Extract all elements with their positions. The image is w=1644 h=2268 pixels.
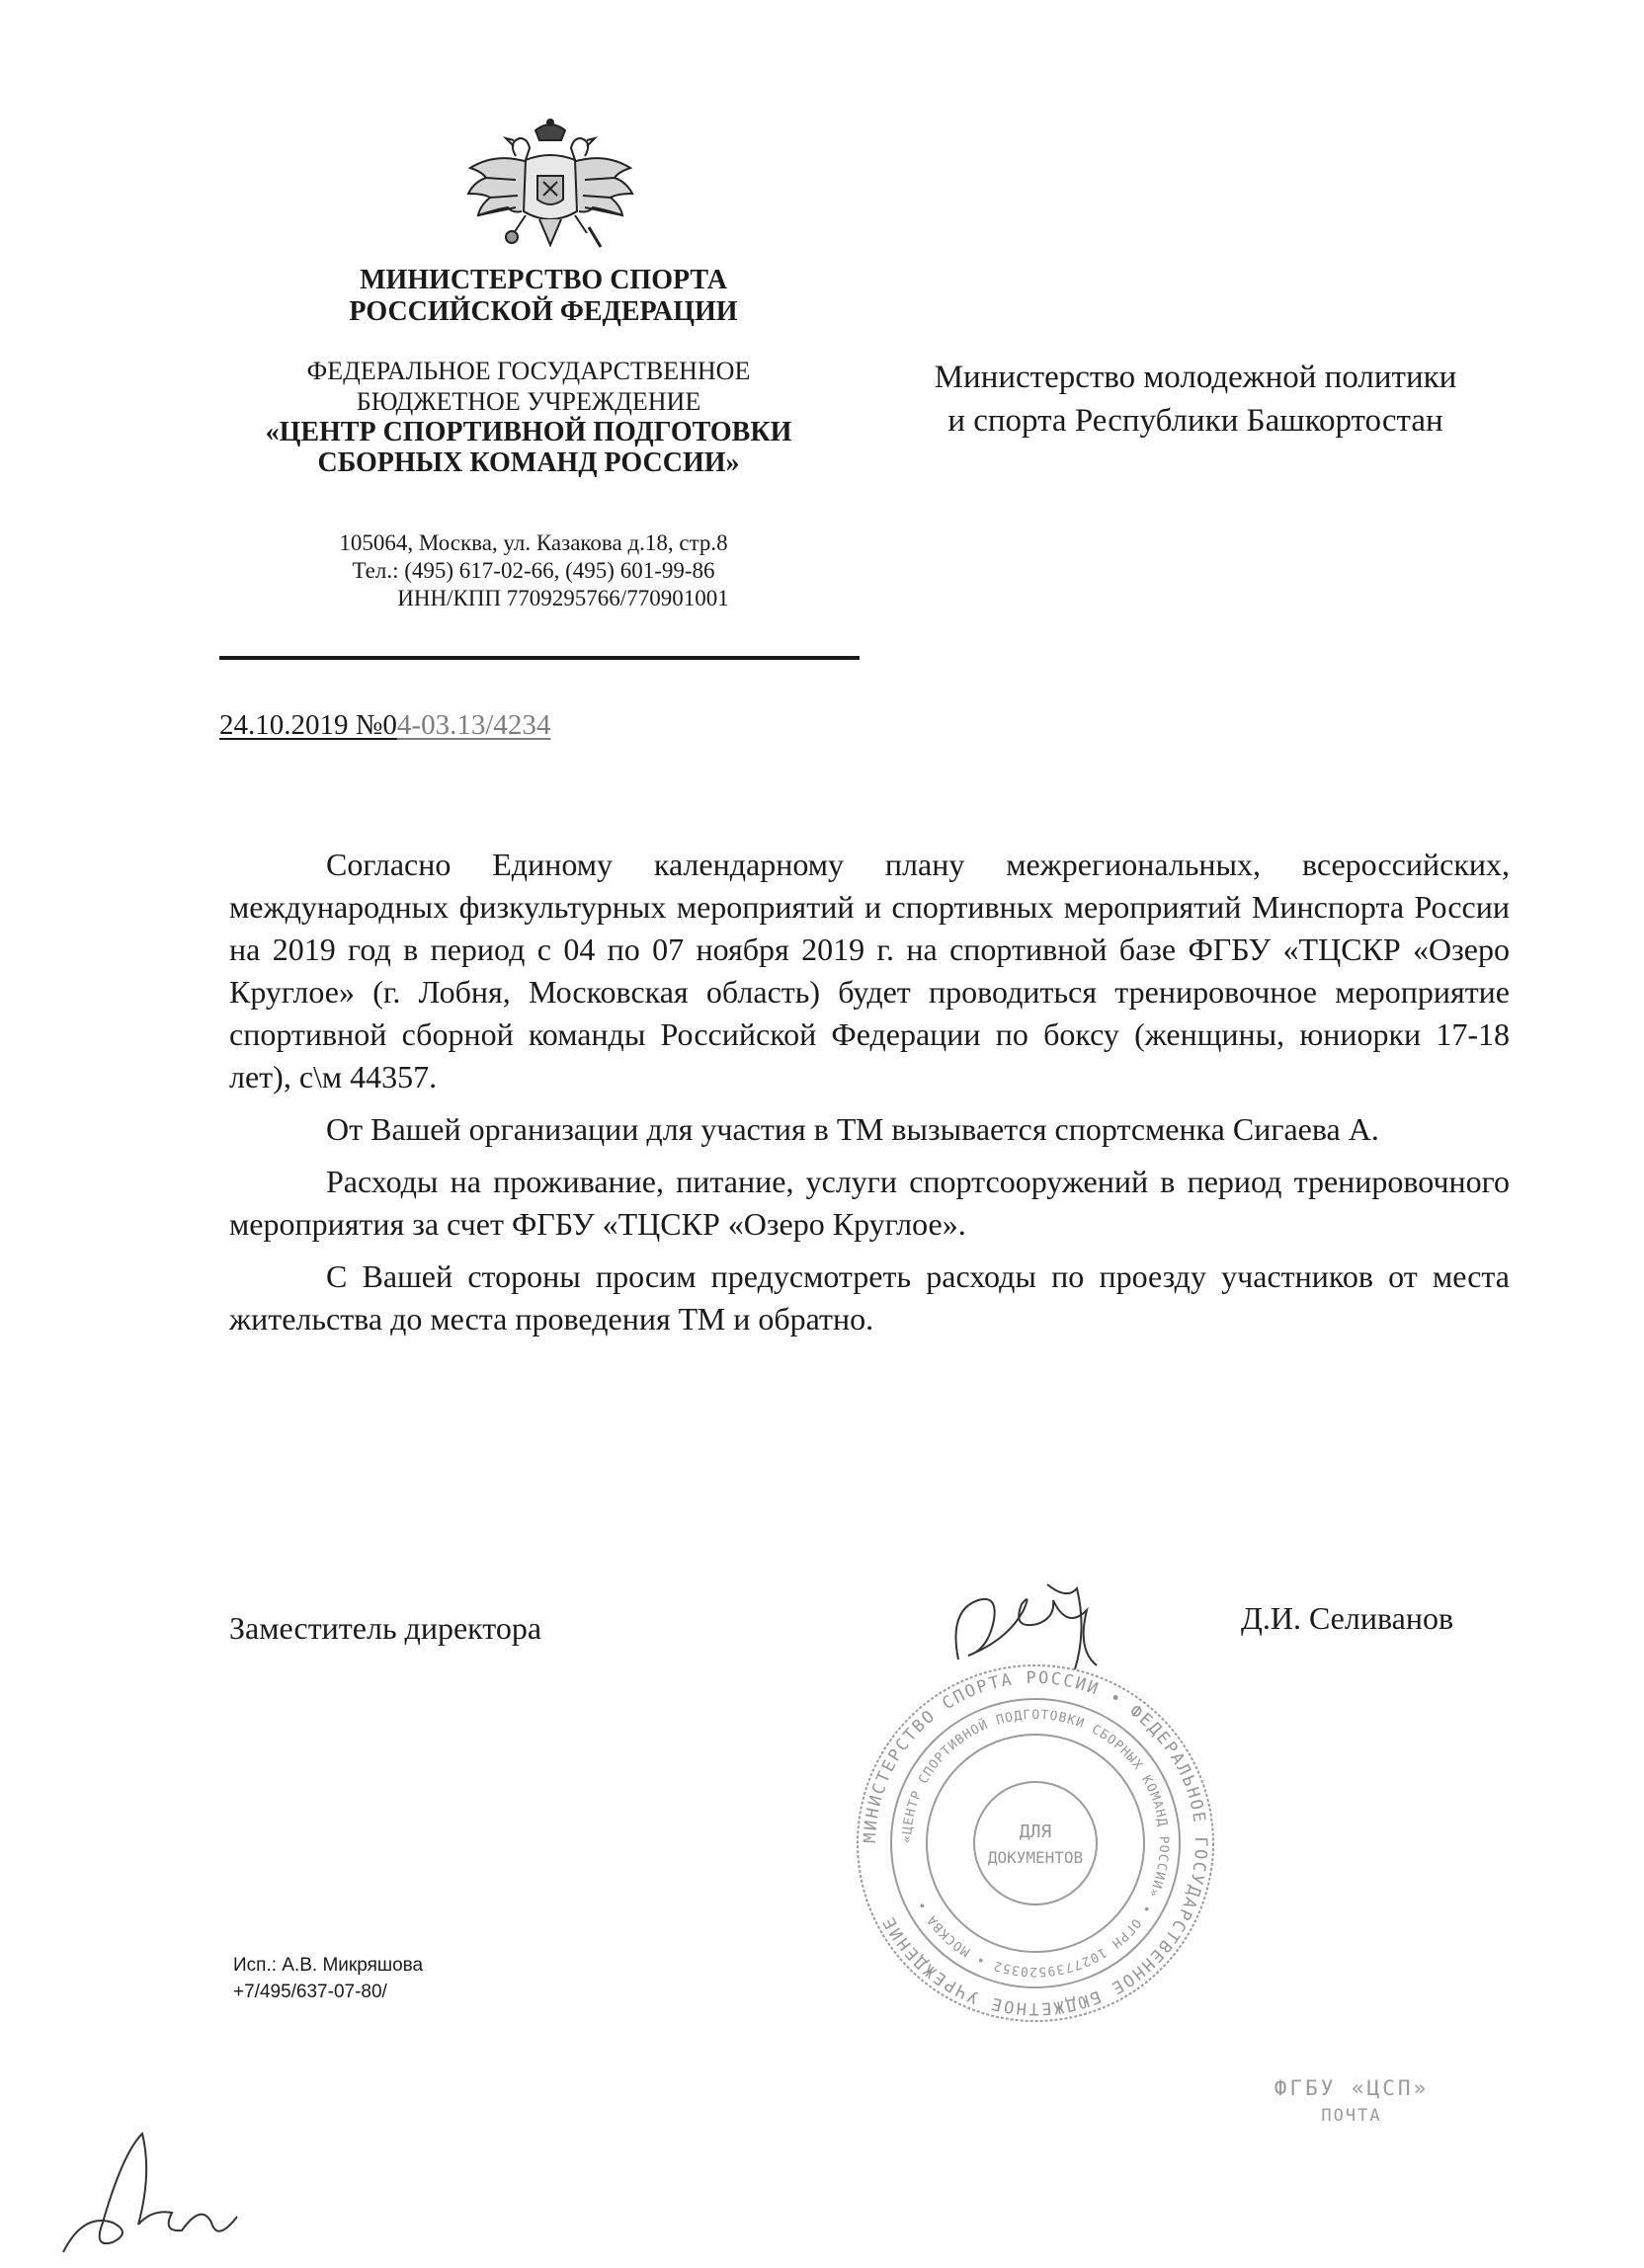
body-paragraph: От Вашей организации для участия в ТМ вызывается спортсменка Сигаева А. [326,1111,1379,1147]
signer-position: Заместитель директора [229,1610,542,1646]
stamp-center-line: ДОКУМЕНТОВ [987,1848,1084,1867]
letterhead-divider [219,656,860,660]
institution-line: «ЦЕНТР СПОРТИВНОЙ ПОДГОТОВКИ [265,417,792,447]
institution-line: СБОРНЫХ КОМАНД РОССИИ» [317,447,740,478]
signer-name: Д.И. Селиванов [1241,1600,1454,1636]
letter-body [229,844,1510,1340]
institution-contacts [247,529,820,612]
institution-name [227,356,830,478]
institution-line: БЮДЖЕТНОЕ УЧРЕЖДЕНИЕ [356,387,701,416]
executor-info [233,1952,423,2005]
svg-text:«ЦЕНТР СПОРТИВНОЙ ПОДГОТОВКИ С [900,1708,1171,1979]
stamp-ring-text: МИНИСТЕРСТВО СПОРТА РОССИИ • ФЕДЕРАЛЬНОЕ ГОСУДАРСТВЕННОЕ БЮДЖЕТНОЕ УЧРЕЖДЕНИЕ [860,1667,1211,2019]
executor-phone: +7/495/637-07-80/ [233,1982,387,2002]
coat-of-arms-emblem [456,117,644,265]
inn-kpp: ИНН/КПП 7709295766/770901001 [397,586,729,610]
postal-address: 105064, Москва, ул. Казакова д.18, стр.8 [339,530,728,555]
ministry-line: РОССИЙСКОЙ ФЕДЕРАЦИИ [349,296,738,327]
stamp-center-line: ДЛЯ [1019,1822,1052,1842]
document-number: 4-03.13/4234 [396,709,551,741]
document-date-number [219,709,550,742]
handwritten-initials [43,2114,261,2262]
ministry-title [296,265,790,328]
phone-numbers: Тел.: (495) 617-02-66, (495) 601-99-86 [352,558,715,583]
addressee-block [869,356,1521,443]
stamp-inner-text: «ЦЕНТР СПОРТИВНОЙ ПОДГОТОВКИ СБОРНЫХ КОМАНД РОССИИ» • ОГРН 1027739520352 • МОСКВА • [899,1707,1172,1980]
mail-stamp-org: ФГБУ «ЦСП» [1274,2076,1430,2100]
body-paragraph: Расходы на проживание, питание, услуги спортсооружений в период тренировочного мероприятия за счет ФГБУ «ТЦСКР «Озеро Круглое». [229,1164,1510,1242]
body-paragraph: Согласно Единому календарному плану межрегиональных, всероссийских, международных физкультурных мероприятий и спортивных мероприятий Минспорта России на 2019 год в период с 04 по 07 ноября 2019 г. на спортивной базе ФГБУ «ТЦСКР «Озеро Круглое» (г. Лобня, Московская область) будет проводиться тренировочное мероприятие спортивной сборной команды Российской Федерации по боксу (женщины, юниорки 17-18 лет), с\м 44357. [229,847,1510,1094]
institution-line: ФЕДЕРАЛЬНОЕ ГОСУДАРСТВЕННОЕ [306,357,751,385]
executor-name: Исп.: А.В. Микряшова [233,1955,424,1976]
mail-office-stamp [1243,2076,1460,2126]
document-date: 24.10.2019 №0 [219,709,397,741]
addressee-line: Министерство молодежной политики [934,360,1457,395]
mail-stamp-label: ПОЧТА [1321,2106,1382,2126]
official-round-stamp [852,1660,1219,2027]
ministry-line: МИНИСТЕРСТВО СПОРТА [360,265,727,295]
addressee-line: и спорта Республики Башкортостан [947,403,1443,439]
body-paragraph: С Вашей стороны просим предусмотреть расходы по проезду участников от места жительства до места проведения ТМ и обратно. [229,1258,1510,1336]
